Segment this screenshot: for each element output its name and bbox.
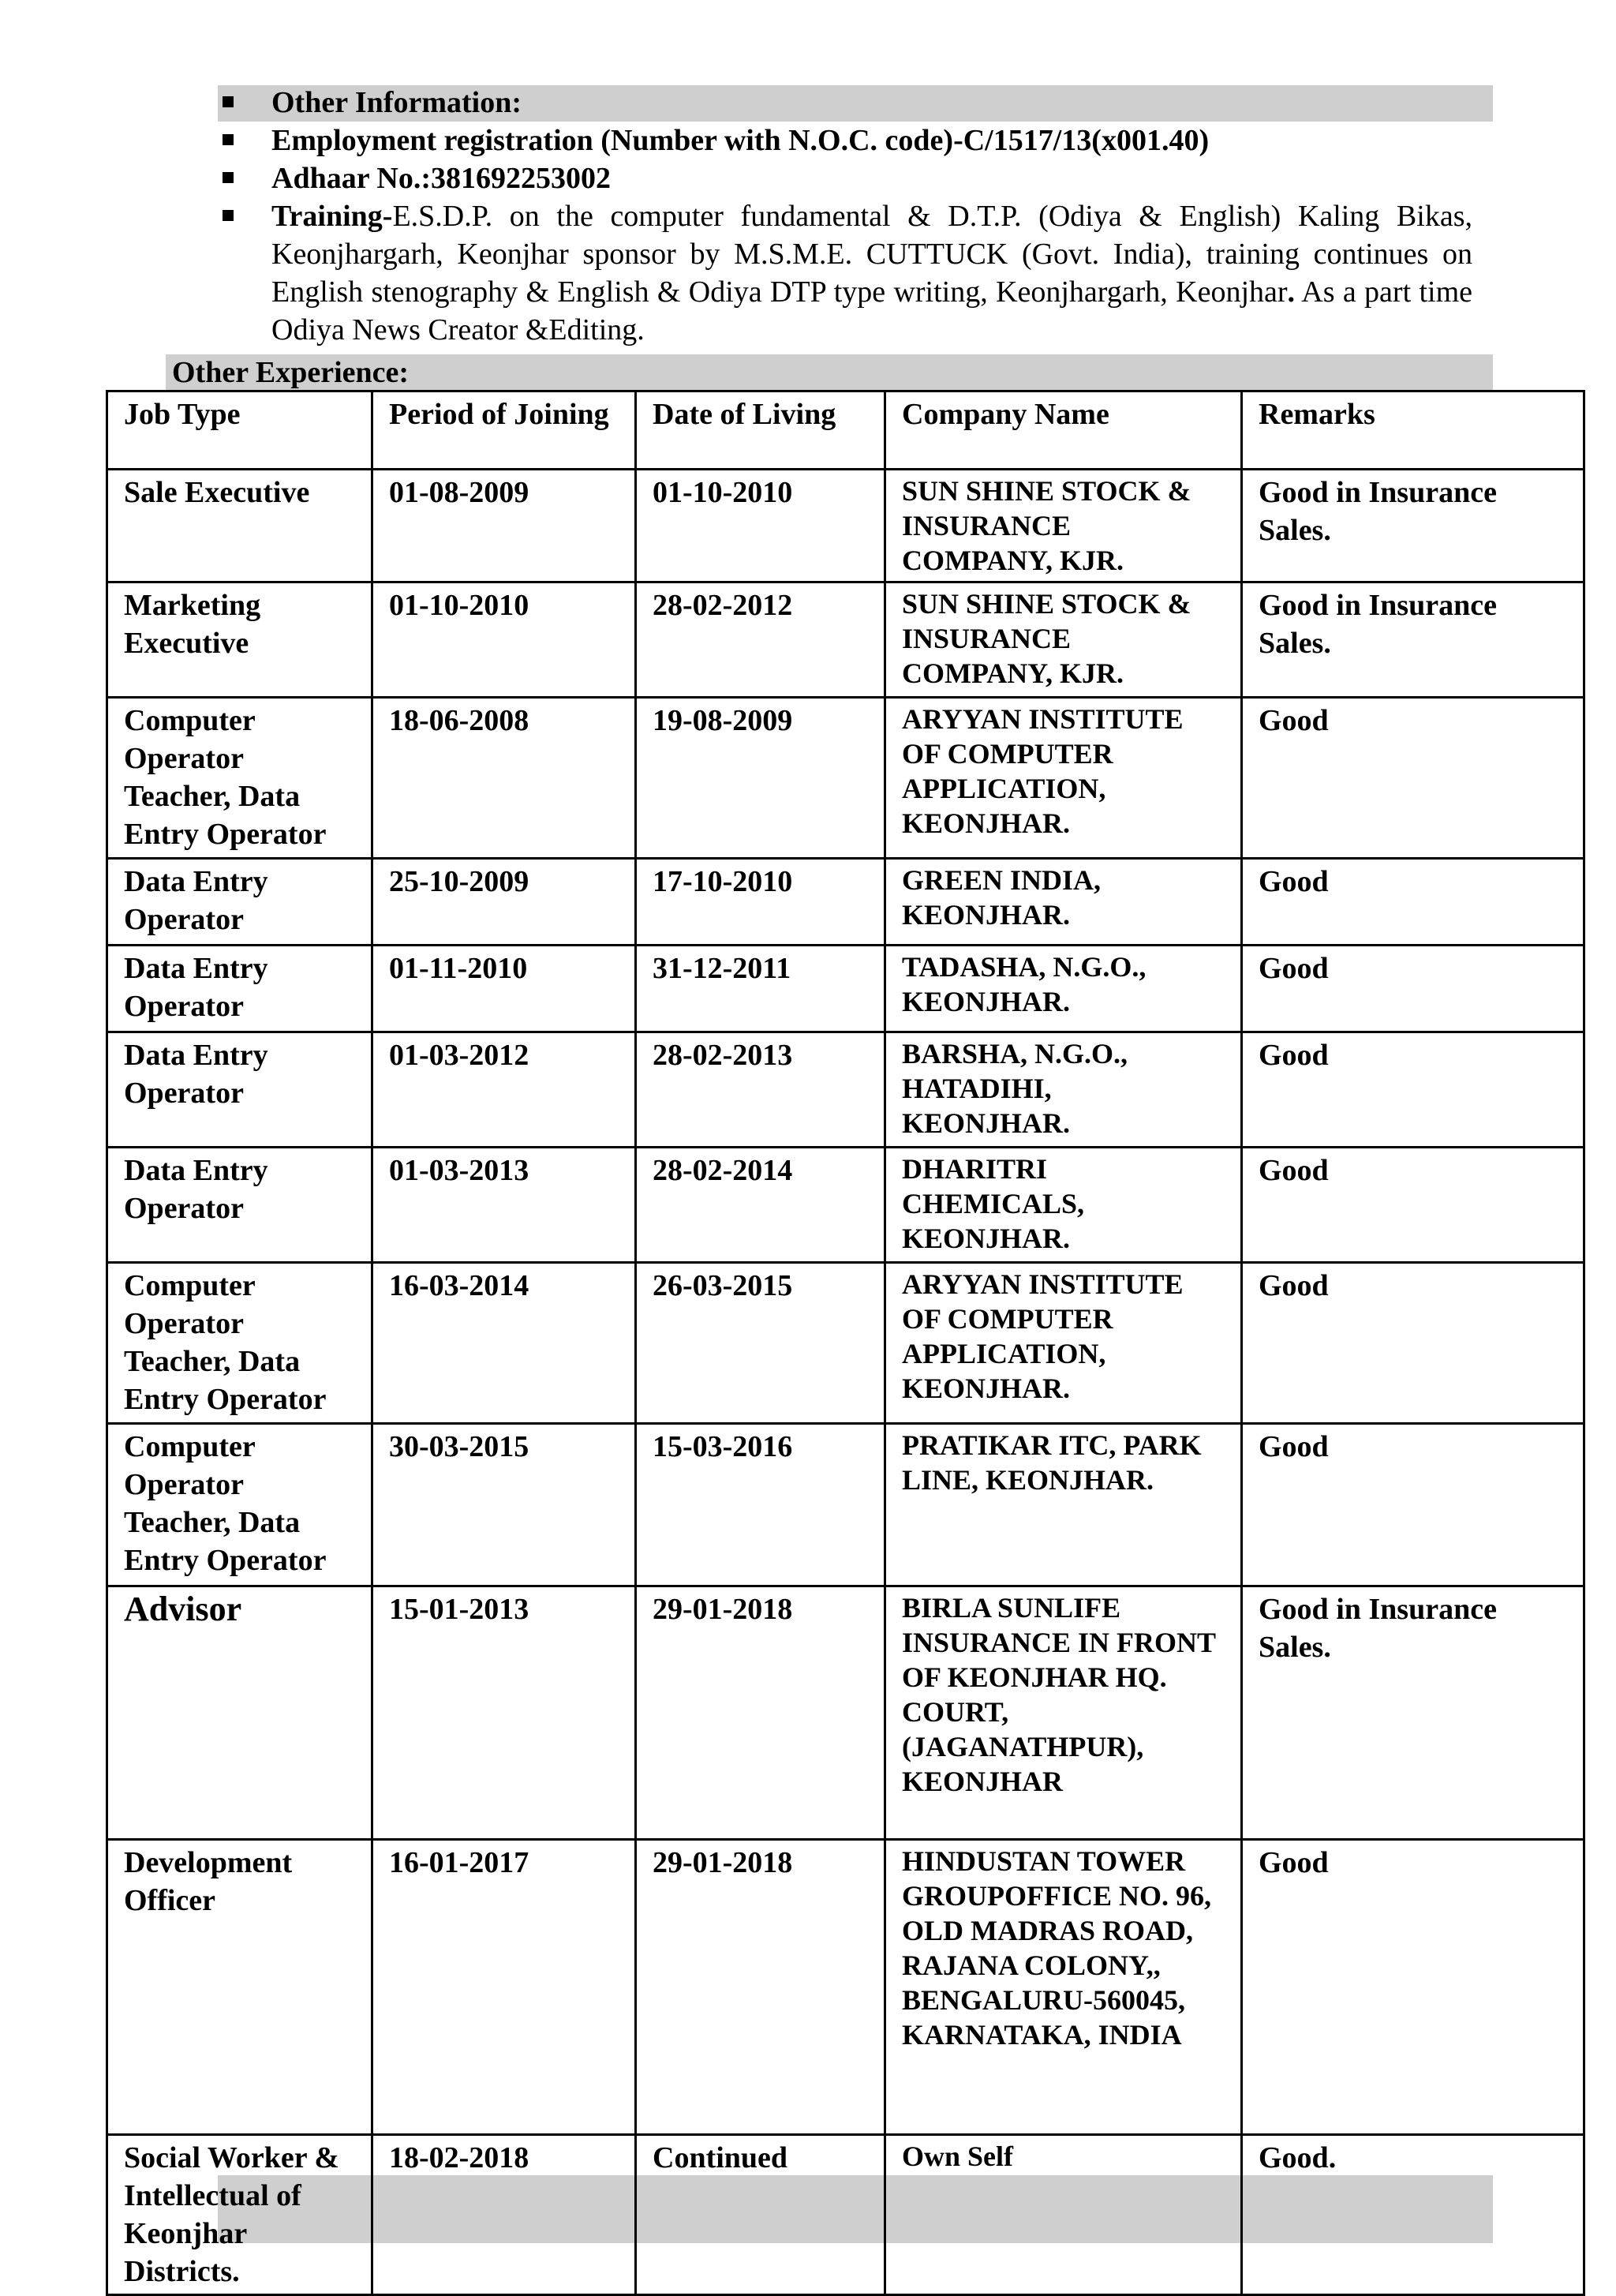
table-row — [107, 698, 1584, 859]
remarks-cell: Good — [1242, 1032, 1584, 1148]
remarks-cell: Good — [1242, 698, 1584, 859]
period-of-joining-cell: 16-03-2014 — [372, 1263, 636, 1424]
date-of-living-cell: 29-01-2018 — [636, 1840, 885, 2135]
remarks-cell: Good in Insurance Sales. — [1242, 1586, 1584, 1840]
remarks-cell: Good in Insurance Sales. — [1242, 582, 1584, 698]
job-type-cell: Advisor — [107, 1586, 372, 1840]
job-type-cell: Development Officer — [107, 1840, 372, 2135]
table-row — [107, 1586, 1584, 1840]
company-name-cell: Own Self — [885, 2135, 1242, 2295]
period-of-joining-cell: 01-08-2009 — [372, 470, 636, 582]
job-type-cell: Data Entry Operator — [107, 859, 372, 946]
company-name-cell: ARYYAN INSTITUTE OF COMPUTER APPLICATION, KEONJHAR. — [885, 698, 1242, 859]
date-of-living-cell: Continued — [636, 2135, 885, 2295]
company-name-cell: PRATIKAR ITC, PARK LINE, KEONJHAR. — [885, 1424, 1242, 1586]
remarks-cell: Good — [1242, 946, 1584, 1032]
period-of-joining-cell: 18-06-2008 — [372, 698, 636, 859]
list-item — [218, 159, 1472, 197]
square-bullet-icon — [223, 172, 234, 183]
job-type-cell: Computer Operator Teacher, Data Entry Operator — [107, 1424, 372, 1586]
period-of-joining-cell: 15-01-2013 — [372, 1586, 636, 1840]
job-type-cell: Social Worker & Intellectual of Keonjhar Districts. — [107, 2135, 372, 2295]
period-of-joining-cell: 18-02-2018 — [372, 2135, 636, 2295]
period-of-joining-cell: 01-03-2013 — [372, 1148, 636, 1263]
other-experience-heading: Other Experience: — [172, 356, 410, 389]
header-remarks: Remarks — [1242, 391, 1584, 470]
list-item — [218, 197, 1472, 349]
company-name-cell: GREEN INDIA, KEONJHAR. — [885, 859, 1242, 946]
employment-registration: Employment registration (Number with N.O.C. code)-C/1517/13(x001.40) — [271, 124, 1210, 157]
table-row — [107, 1840, 1584, 2135]
list-item — [218, 84, 1472, 122]
date-of-living-cell: 19-08-2009 — [636, 698, 885, 859]
training-dot: . — [1287, 275, 1296, 309]
job-type-cell: Data Entry Operator — [107, 946, 372, 1032]
table-row — [107, 946, 1584, 1032]
remarks-cell: Good. — [1242, 2135, 1584, 2295]
date-of-living-cell: 26-03-2015 — [636, 1263, 885, 1424]
header-company-name: Company Name — [885, 391, 1242, 470]
table-row — [107, 470, 1584, 582]
header-date-of-living: Date of Living — [636, 391, 885, 470]
square-bullet-icon — [223, 96, 234, 107]
period-of-joining-cell: 30-03-2015 — [372, 1424, 636, 1586]
company-name-cell: SUN SHINE STOCK & INSURANCE COMPANY, KJR. — [885, 470, 1242, 582]
square-bullet-icon — [223, 134, 234, 145]
other-information-heading: Other Information: — [271, 86, 522, 119]
table-row — [107, 1263, 1584, 1424]
company-name-cell: DHARITRI CHEMICALS, KEONJHAR. — [885, 1148, 1242, 1263]
company-name-cell: SUN SHINE STOCK & INSURANCE COMPANY, KJR. — [885, 582, 1242, 698]
training-label: Training- — [271, 200, 393, 233]
adhaar-number: Adhaar No.:381692253002 — [271, 162, 611, 195]
training-text: E.S.D.P. on the computer fundamental & D.T.P. (Odiya & English) Kaling Bikas, Keonjhargarh, Keonjhar sponsor by M.S.M.E. CUTTUCK (Govt. India), training continues on English stenography & English & Odiya DTP type writing, Keonjhargarh, Keonjhar — [271, 200, 1472, 309]
company-name-cell: TADASHA, N.G.O., KEONJHAR. — [885, 946, 1242, 1032]
date-of-living-cell: 28-02-2014 — [636, 1148, 885, 1263]
square-bullet-icon — [223, 210, 234, 221]
date-of-living-cell: 01-10-2010 — [636, 470, 885, 582]
date-of-living-cell: 28-02-2013 — [636, 1032, 885, 1148]
remarks-cell: Good — [1242, 1263, 1584, 1424]
date-of-living-cell: 29-01-2018 — [636, 1586, 885, 1840]
training-tail: As a part time Odiya News Creator &Editing. — [271, 275, 1473, 346]
table-row — [107, 859, 1584, 946]
remarks-cell: Good — [1242, 1424, 1584, 1586]
date-of-living-cell: 15-03-2016 — [636, 1424, 885, 1586]
table-row — [107, 1032, 1584, 1148]
job-type-cell: Sale Executive — [107, 470, 372, 582]
period-of-joining-cell: 16-01-2017 — [372, 1840, 636, 2135]
experience-table — [106, 390, 1585, 2296]
table-row — [107, 1424, 1584, 1586]
period-of-joining-cell: 01-03-2012 — [372, 1032, 636, 1148]
date-of-living-cell: 17-10-2010 — [636, 859, 885, 946]
job-type-cell: Computer Operator Teacher, Data Entry Operator — [107, 1263, 372, 1424]
list-item — [218, 122, 1472, 159]
table-row — [107, 582, 1584, 698]
remarks-cell: Good — [1242, 1840, 1584, 2135]
remarks-cell: Good — [1242, 859, 1584, 946]
job-type-cell: Data Entry Operator — [107, 1032, 372, 1148]
company-name-cell: BARSHA, N.G.O., HATADIHI, KEONJHAR. — [885, 1032, 1242, 1148]
table-row — [107, 1148, 1584, 1263]
job-type-cell: Data Entry Operator — [107, 1148, 372, 1263]
other-information-list — [218, 84, 1472, 349]
period-of-joining-cell: 25-10-2009 — [372, 859, 636, 946]
remarks-cell: Good — [1242, 1148, 1584, 1263]
company-name-cell: ARYYAN INSTITUTE OF COMPUTER APPLICATION, KEONJHAR. — [885, 1263, 1242, 1424]
period-of-joining-cell: 01-11-2010 — [372, 946, 636, 1032]
company-name-cell: HINDUSTAN TOWER GROUPOFFICE NO. 96, OLD MADRAS ROAD, RAJANA COLONY,, BENGALURU-560045, KARNATAKA, INDIA — [885, 1840, 1242, 2135]
header-period-of-joining: Period of Joining — [372, 391, 636, 470]
period-of-joining-cell: 01-10-2010 — [372, 582, 636, 698]
table-row — [107, 2135, 1584, 2295]
table-header-row — [107, 391, 1584, 470]
company-name-cell: BIRLA SUNLIFE INSURANCE IN FRONT OF KEONJHAR HQ. COURT, (JAGANATHPUR), KEONJHAR — [885, 1586, 1242, 1840]
date-of-living-cell: 28-02-2012 — [636, 582, 885, 698]
job-type-cell: Computer Operator Teacher, Data Entry Operator — [107, 698, 372, 859]
job-type-cell: Marketing Executive — [107, 582, 372, 698]
header-job-type: Job Type — [107, 391, 372, 470]
date-of-living-cell: 31-12-2011 — [636, 946, 885, 1032]
remarks-cell: Good in Insurance Sales. — [1242, 470, 1584, 582]
